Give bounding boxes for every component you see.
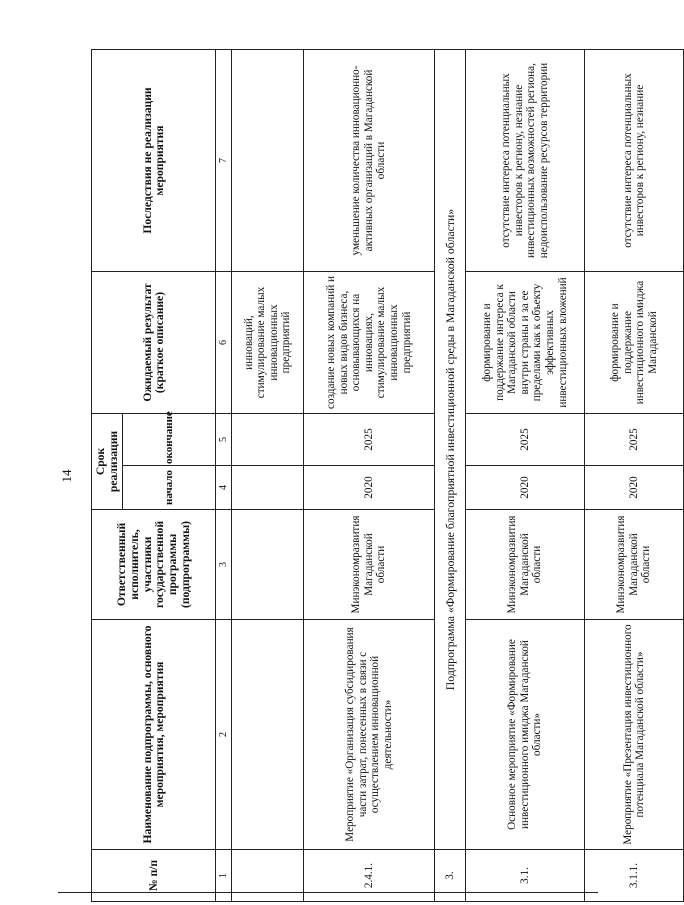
column-number: 2 bbox=[215, 620, 231, 850]
column-number: 3 bbox=[215, 510, 231, 620]
header-consequences: Последствия не реализации мероприятия bbox=[92, 50, 216, 272]
table-row-3-1-1 bbox=[585, 50, 684, 902]
header-executor: Ответственный исполнитель, участники государственной программы (подпрограммы) bbox=[92, 510, 216, 620]
rotated-page-content bbox=[58, 50, 659, 902]
header-end: окончание bbox=[122, 414, 215, 466]
column-number: 4 bbox=[215, 466, 231, 510]
column-number: 7 bbox=[215, 50, 231, 272]
page-number: 14 bbox=[59, 469, 74, 483]
program-measures-table bbox=[91, 49, 684, 902]
header-num: № п/п bbox=[92, 850, 216, 902]
row-number: 3. bbox=[435, 850, 466, 902]
row-consequences: уменьшение количества инновационно-активных организаций в Магаданской области bbox=[304, 50, 435, 272]
header-result: Ожидаемый результат (краткое описание) bbox=[92, 272, 216, 414]
continuation-consequences bbox=[232, 50, 304, 272]
row-executor: Минэкономразвития Магаданской области bbox=[304, 510, 435, 620]
row-number: 3.1.1. bbox=[585, 850, 684, 902]
row-name: Мероприятие «Организация субсидирования части затрат, понесенных в связи с осуществлением инновационной деятельности» bbox=[304, 620, 435, 850]
continuation-result: инноваций, стимулирование малых инновационных предприятий bbox=[232, 272, 304, 414]
row-start: 2020 bbox=[304, 466, 435, 510]
table-row-3-1 bbox=[466, 50, 585, 902]
header-period: Срок реализации bbox=[92, 414, 123, 510]
row-executor: Минэкономразвития Магаданской области bbox=[466, 510, 585, 620]
row-result: формирование и поддержание инвестиционного имиджа Магаданской bbox=[585, 272, 684, 414]
column-number: 6 bbox=[215, 272, 231, 414]
row-end: 2025 bbox=[585, 414, 684, 466]
table-row-continuation bbox=[232, 50, 304, 902]
row-start: 2020 bbox=[585, 466, 684, 510]
table-row-2-4-1 bbox=[304, 50, 435, 902]
row-number: 3.1. bbox=[466, 850, 585, 902]
row-name: Основное мероприятие «Формирование инвестиционного имиджа Магаданской области» bbox=[466, 620, 585, 850]
subprogram-title: Подпрограмма «Формирование благоприятной инвестиционной среды в Магаданской области» bbox=[435, 50, 466, 850]
row-result: создание новых компаний и новых видов бизнеса, основывающихся на инновациях, стимулирование малых инновационных предприятий bbox=[304, 272, 435, 414]
row-consequences: отсутствие интереса потенциальных инвесторов к региону, незнание bbox=[585, 50, 684, 272]
column-number: 5 bbox=[215, 414, 231, 466]
table-row-3 bbox=[435, 50, 466, 902]
column-number-row bbox=[215, 50, 231, 902]
row-end: 2025 bbox=[466, 414, 585, 466]
row-name: Мероприятие «Презентация инвестиционного потенциала Магаданской области» bbox=[585, 620, 684, 850]
header-name: Наименование подпрограммы, основного мероприятия, мероприятия bbox=[92, 620, 216, 850]
row-executor: Минэкономразвития Магаданской области bbox=[585, 510, 684, 620]
header-start: начало bbox=[122, 466, 215, 510]
column-number: 1 bbox=[215, 850, 231, 902]
row-consequences: отсутствие интереса потенциальных инвесторов к региону, незнание инвестиционных возможностей региона, недоиспользование ресурсов территории bbox=[466, 50, 585, 272]
row-number: 2.4.1. bbox=[304, 850, 435, 902]
row-result: формирование и поддержание интереса к Магаданской области внутри страны и за ее пределами как к объекту эффективных инвестиционных вложений bbox=[466, 272, 585, 414]
table-header-row-1 bbox=[92, 50, 123, 902]
row-start: 2020 bbox=[466, 466, 585, 510]
row-end: 2025 bbox=[304, 414, 435, 466]
